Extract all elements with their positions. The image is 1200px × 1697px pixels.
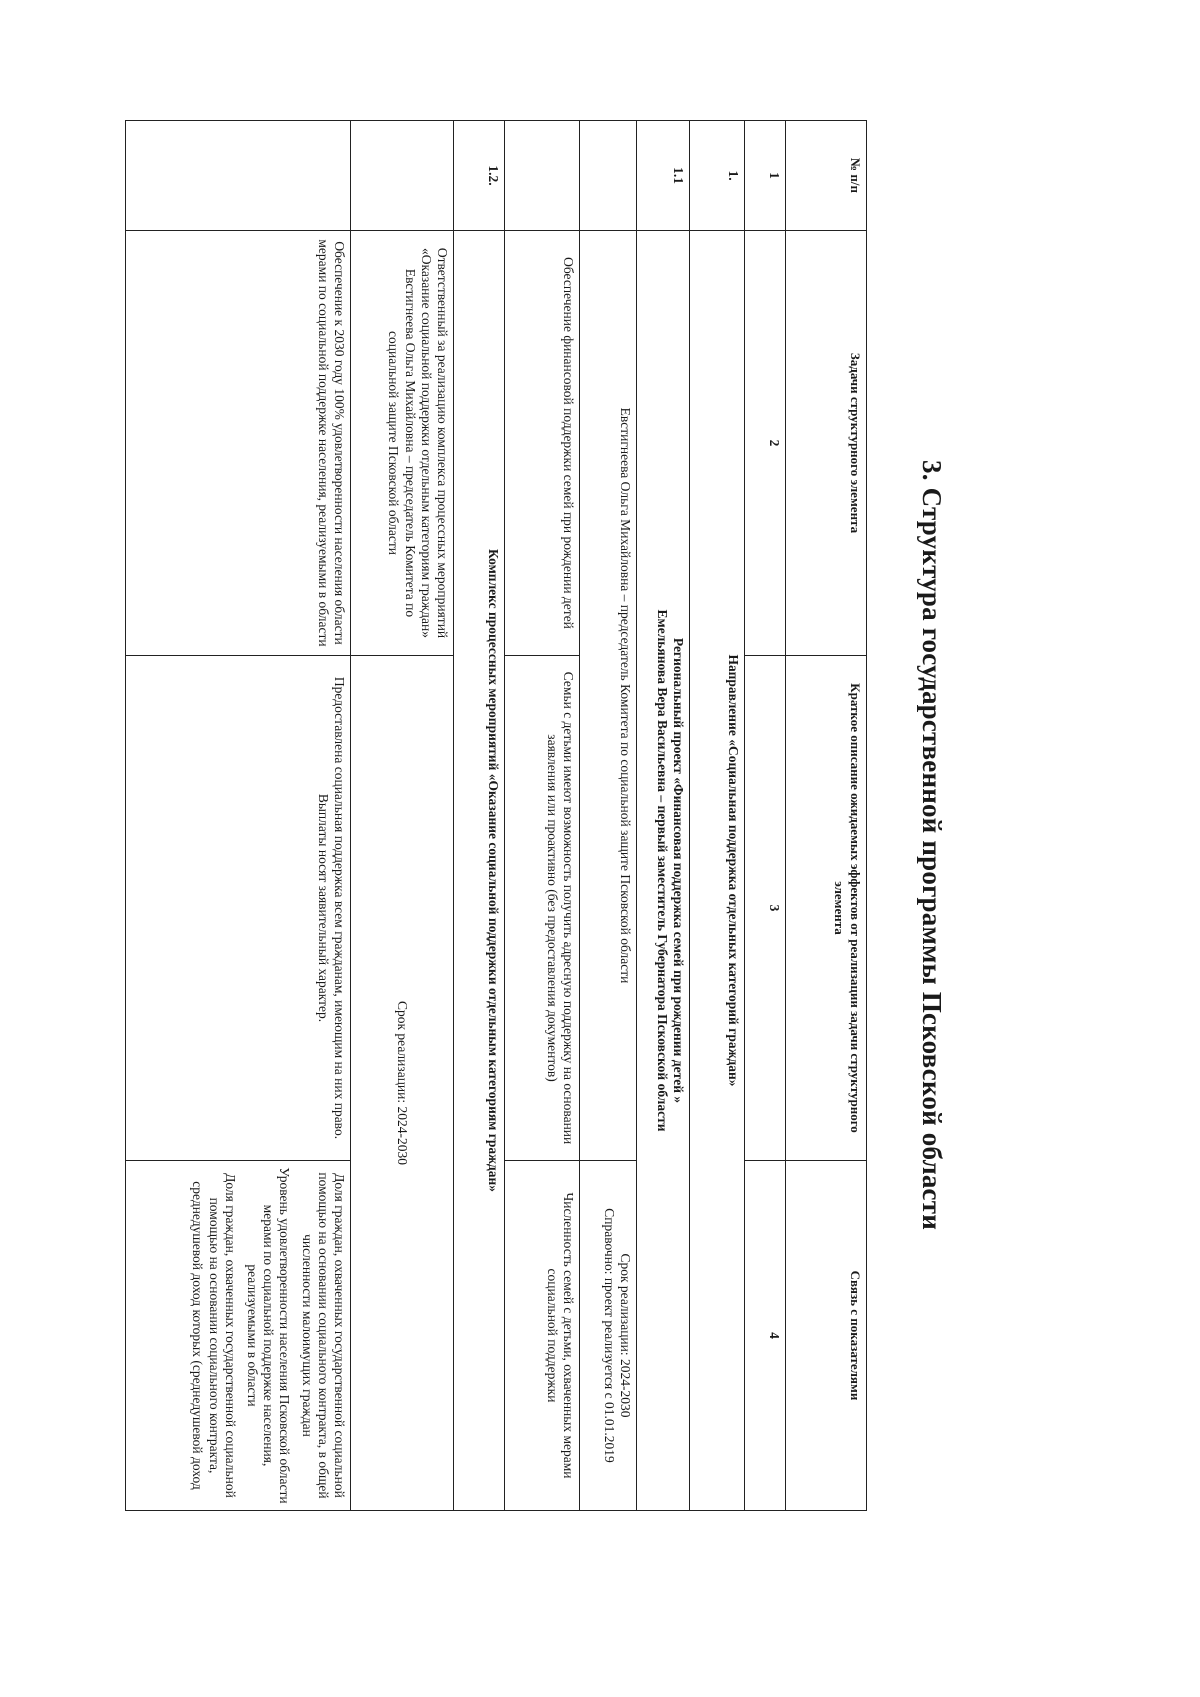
table-row-complex-task — [126, 121, 351, 1511]
column-number: 3 — [745, 656, 786, 1161]
page-title: 3. Структура государственной программы Псковской области — [917, 460, 947, 1230]
project-title: Региональный проект «Финансовая поддержка семей при рождении детей » — [671, 637, 686, 1104]
table-header-row — [786, 121, 867, 1511]
project-term-cell — [580, 1161, 637, 1511]
project-responsible: Евстигнеева Ольга Михайловна – председатель Комитета по социальной защите Псковской области — [580, 231, 637, 1161]
complex-num: 1.2. — [454, 121, 505, 231]
table-row-project — [637, 121, 690, 1511]
program-structure-table — [125, 120, 867, 1511]
complex-indicators-cell — [126, 1161, 351, 1511]
header-effects: Краткое описание ожидаемых эффектов от реализации задачи структурного элемента — [786, 656, 867, 1161]
empty-cell — [505, 121, 580, 231]
project-cell — [637, 231, 690, 1511]
project-note: Справочно: проект реализуется с 01.01.2019 — [601, 1208, 617, 1463]
header-tasks: Задачи структурного элемента — [786, 231, 867, 656]
direction-num: 1. — [690, 121, 745, 231]
table-row-complex — [454, 121, 505, 1511]
complex-responsible: Ответственный за реализацию комплекса процессных мероприятий «Оказание социальной поддержки отдельным категориям граждан» Евстигнеева Ольга Михайловна – председатель Комитета по социальной защите Псковской области — [351, 231, 454, 656]
complex-title: Комплекс процессных мероприятий «Оказание социальной поддержки отдельным категориям граждан» — [454, 231, 505, 1511]
complex-indicator: Доля граждан, охваченных государственной социальной помощью на основании социального контракта, среднедушевой доход которых (среднедушевой доход — [190, 1173, 238, 1498]
table-row-complex-responsible — [351, 121, 454, 1511]
project-task: Обеспечение финансовой поддержки семей при рождении детей — [505, 231, 580, 656]
complex-effect: Предоставлена социальная поддержка всем гражданам, имеющим на них право. Выплаты носят заявительный характер. — [126, 656, 351, 1161]
project-indicator: Численность семей с детьми, охваченных мерами социальной поддержки — [505, 1161, 580, 1511]
empty-cell — [580, 121, 637, 231]
header-indicators: Связь с показателями — [786, 1161, 867, 1511]
table-row-direction — [690, 121, 745, 1511]
table-row-project-responsible — [580, 121, 637, 1511]
column-number: 4 — [745, 1161, 786, 1511]
rotated-document-sheet — [75, 100, 955, 1590]
column-number: 1 — [745, 121, 786, 231]
project-effect: Семьи с детьми имеют возможность получить адресную поддержку на основании заявления или проактивно (без предоставления документов) — [505, 656, 580, 1161]
column-number-row — [745, 121, 786, 1511]
complex-indicator: Доля граждан, охваченных государственной социальной помощью на основании социального контракта, в общей численности малоимущих граждан — [299, 1172, 347, 1499]
complex-indicator: Уровень удовлетворенности населения Псковской области мерами по социальной поддержке населения, реализуемыми в области — [245, 1167, 293, 1504]
table-row-project-task — [505, 121, 580, 1511]
direction-title: Направление «Социальная поддержка отдельных категорий граждан» — [690, 231, 745, 1511]
header-num: № п/п — [786, 121, 867, 231]
empty-cell — [351, 121, 454, 231]
complex-term: Срок реализации: 2024-2030 — [351, 656, 454, 1511]
project-term: Срок реализации: 2024-2030 — [618, 1253, 633, 1418]
project-num: 1.1 — [637, 121, 690, 231]
empty-cell — [126, 121, 351, 231]
project-lead: Емельянова Вера Васильевна – первый заместитель Губернатора Псковской области — [654, 609, 670, 1132]
complex-task: Обеспечение к 2030 году 100% удовлетворенности населения области мерами по социальной поддержке населения, реализуемыми в области — [126, 231, 351, 656]
column-number: 2 — [745, 231, 786, 656]
